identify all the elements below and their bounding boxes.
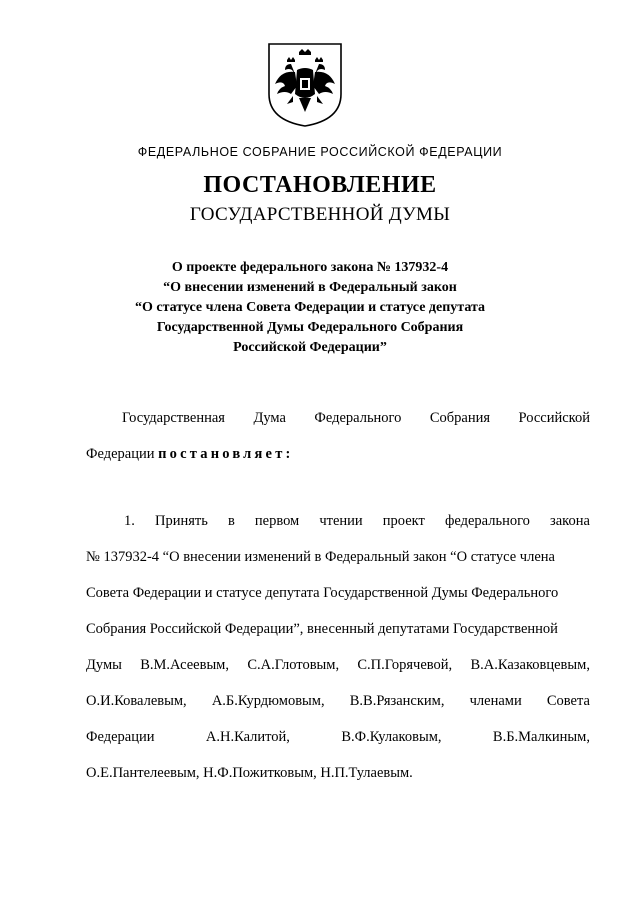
double-headed-eagle-emblem-icon xyxy=(265,40,345,128)
word: В.Б.Малкиным, xyxy=(492,729,590,745)
preamble-line xyxy=(122,410,590,427)
word: Государственная xyxy=(122,410,225,426)
word: Принять xyxy=(154,513,208,529)
word: федерального xyxy=(444,513,530,529)
organization-name: ФЕДЕРАЛЬНОЕ СОБРАНИЕ РОССИЙСКОЙ ФЕДЕРАЦИИ xyxy=(137,145,503,159)
item-1-line xyxy=(86,729,590,746)
item-1-line: № 137932-4 “О внесении изменений в Федеральный закон “О статусе члена xyxy=(86,549,555,565)
subject-line: Российской Федерации” xyxy=(233,340,387,355)
word: членами xyxy=(469,693,522,709)
word: О.И.Ковалевым, xyxy=(86,693,187,709)
word: Федерации xyxy=(86,446,155,462)
word: проект xyxy=(382,513,425,529)
item-1-line xyxy=(86,693,590,710)
word: С.А.Глотовым, xyxy=(247,657,340,673)
word: В.А.Казаковцевым, xyxy=(470,657,590,673)
item-1-line: Собрания Российской Федерации”, внесенный депутатами Государственной xyxy=(86,621,558,637)
word: Совета xyxy=(546,693,590,709)
word: Собрания xyxy=(429,410,491,426)
document-issuer: ГОСУДАРСТВЕННОЙ ДУМЫ xyxy=(189,204,451,225)
document-type: ПОСТАНОВЛЕНИЕ xyxy=(203,172,437,198)
word: В.В.Рязанским, xyxy=(349,693,445,709)
item-1-line: О.Е.Пантелеевым, Н.Ф.Пожитковым, Н.П.Тулаевым. xyxy=(86,765,413,781)
word: чтении xyxy=(319,513,363,529)
word: Федерального xyxy=(314,410,402,426)
word: С.П.Горячевой, xyxy=(357,657,453,673)
item-1-line xyxy=(124,513,590,530)
word: 1. xyxy=(124,513,135,529)
word: закона xyxy=(550,513,590,529)
word: в xyxy=(227,513,235,529)
word: В.Ф.Кулаковым, xyxy=(341,729,442,745)
preamble-line xyxy=(86,446,586,463)
word: Российской xyxy=(518,410,590,426)
word: Думы xyxy=(86,657,122,673)
word: Дума xyxy=(253,410,286,426)
word: В.М.Асеевым, xyxy=(140,657,229,673)
subject-line: “О статусе члена Совета Федерации и статусе депутата xyxy=(134,300,486,315)
resolution-subject xyxy=(110,258,510,358)
word: А.Н.Калитой, xyxy=(205,729,290,745)
item-1-line xyxy=(86,657,590,674)
resolves-keyword: постановляет: xyxy=(158,446,294,462)
word: Федерации xyxy=(86,729,155,745)
subject-line: О проекте федерального закона № 137932-4 xyxy=(171,260,449,275)
word: А.Б.Курдюмовым, xyxy=(211,693,325,709)
item-1-line: Совета Федерации и статусе депутата Государственной Думы Федерального xyxy=(86,585,559,601)
subject-line: Государственной Думы Федерального Собрания xyxy=(156,320,464,335)
subject-line: “О внесении изменений в Федеральный закон xyxy=(163,280,457,295)
word: первом xyxy=(254,513,300,529)
